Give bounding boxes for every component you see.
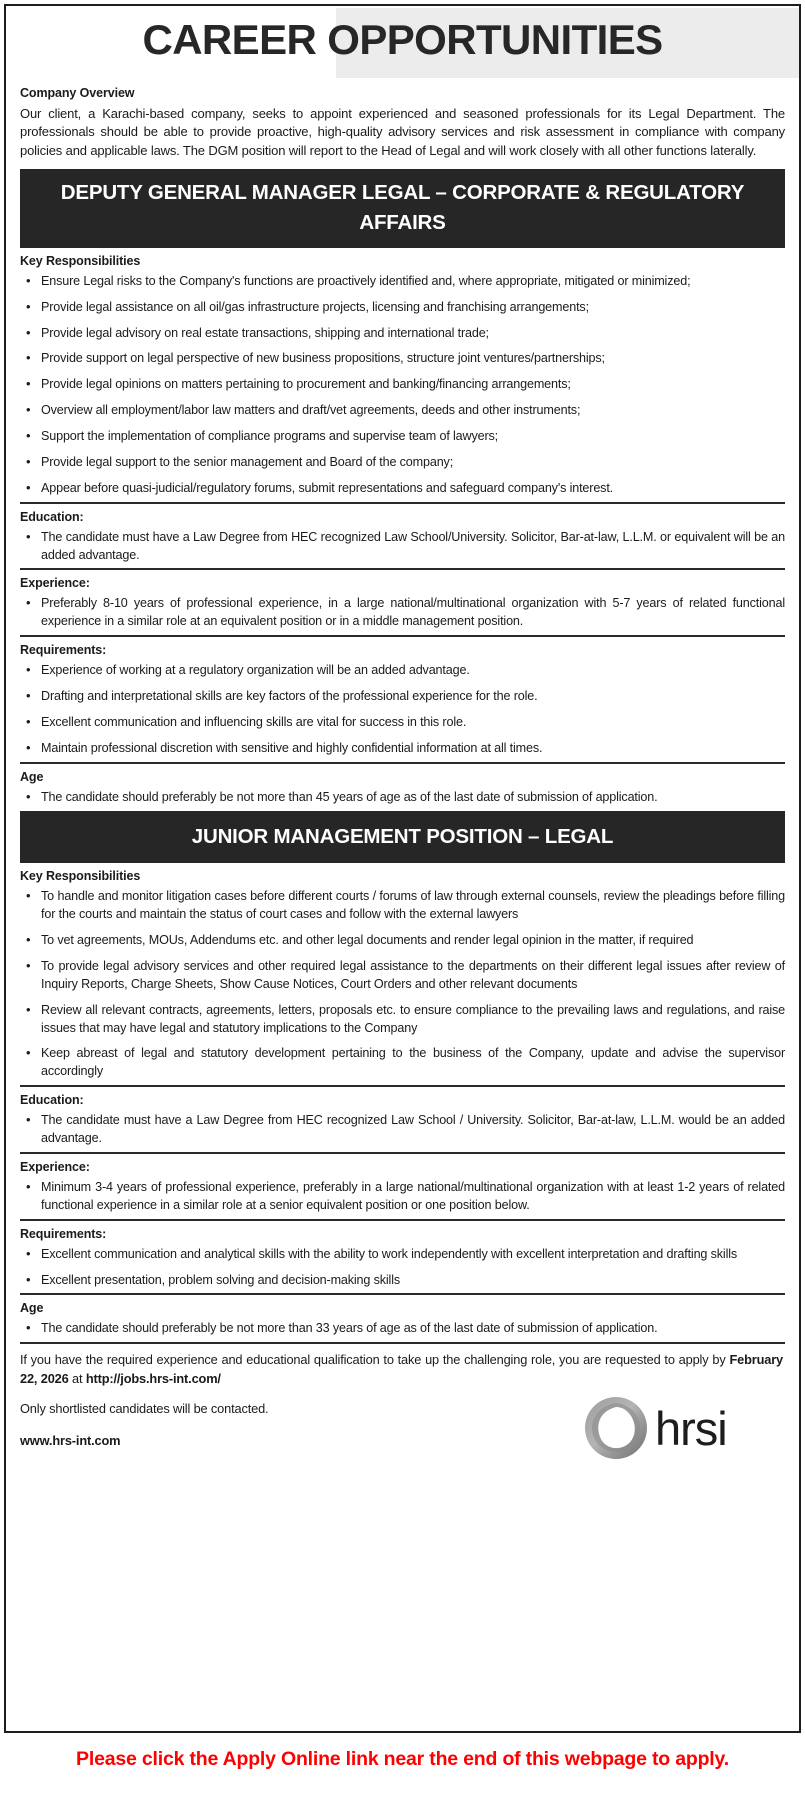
apply-url-link[interactable]: http://jobs.hrs-int.com/	[85, 1370, 221, 1386]
list-item: • Support the implementation of compliance programs and supervise team of lawyers;	[20, 428, 785, 446]
apply-instructions-prefix: If you have the required experience and educational qualification to take up the challenging role, you are requested to apply by	[20, 1352, 730, 1368]
junior-experience-list	[20, 1179, 785, 1215]
junior-education-list	[20, 1112, 785, 1148]
hrsi-logo-graphic	[583, 1395, 779, 1461]
list-item: • The candidate must have a Law Degree from HEC recognized Law School / University. Solicitor, Bar-at-law, L.L.M. would be an added advantage.	[20, 1112, 785, 1148]
list-item: • Provide support on legal perspective of new business propositions, structure joint ventures/partnerships;	[20, 350, 785, 368]
divider	[20, 1219, 785, 1221]
list-item: • Appear before quasi-judicial/regulatory forums, submit representations and safeguard company's interest.	[20, 480, 785, 498]
junior-education-heading: Education:	[20, 1093, 84, 1108]
dgm-experience-list	[20, 595, 785, 631]
list-item: • To provide legal advisory services and other required legal assistance to the departments on their different legal issues after review of Inquiry Reports, Charge Sheets, Show Cause Notices, Court Orders and other relevant documents	[20, 958, 785, 994]
position-banner-dgm: DEPUTY GENERAL MANAGER LEGAL – CORPORATE & REGULATORY AFFAIRS	[20, 169, 785, 247]
list-item: • Ensure Legal risks to the Company's functions are proactively identified and, where appropriate, mitigated or minimized;	[20, 273, 785, 291]
position-banner-junior: JUNIOR MANAGEMENT POSITION – LEGAL	[20, 811, 785, 864]
junior-requirements-list	[20, 1246, 785, 1290]
dgm-age-heading: Age	[20, 769, 44, 784]
apply-instructions-middle: at	[68, 1370, 86, 1386]
list-item: • Keep abreast of legal and statutory development pertaining to the business of the Company, update and advise the supervisor accordingly	[20, 1045, 785, 1081]
list-item: • Excellent communication and analytical skills with the ability to work independently with excellent interpretation and drafting skills	[20, 1246, 785, 1264]
hrsi-logo	[583, 1395, 779, 1461]
divider	[20, 502, 785, 504]
dgm-education-list	[20, 529, 785, 565]
list-item: • The candidate should preferably be not more than 33 years of age as of the last date of submission of application.	[20, 1320, 785, 1338]
company-website[interactable]: www.hrs-int.com	[20, 1432, 121, 1448]
junior-age-heading: Age	[20, 1301, 44, 1316]
dgm-experience-heading: Experience:	[20, 576, 90, 591]
list-item: • To vet agreements, MOUs, Addendums etc. and other legal documents and render legal opinion in the matter, if required	[20, 932, 785, 950]
svg-text:hrsi: hrsi	[655, 1402, 727, 1456]
divider	[20, 1152, 785, 1154]
dgm-responsibilities-list	[20, 273, 785, 498]
list-item: • Overview all employment/labor law matters and draft/vet agreements, deeds and other instruments;	[20, 402, 785, 420]
dgm-responsibilities-heading: Key Responsibilities	[20, 253, 141, 268]
divider	[20, 635, 785, 637]
list-item: • Preferably 8-10 years of professional experience, in a large national/multinational organization with 5-7 years of related functional experience in a similar role at an equivalent position or in a middle management position.	[20, 595, 785, 631]
hrsi-wordmark	[655, 1402, 727, 1455]
list-item: • The candidate must have a Law Degree from HEC recognized Law School/University. Solicitor, Bar-at-law, L.L.M. or equivalent will be an added advantage.	[20, 529, 785, 565]
hrsi-ring-icon	[585, 1397, 647, 1459]
divider	[20, 762, 785, 764]
company-overview-text: Our client, a Karachi-based company, seeks to appoint experienced and seasoned professionals for its Legal Department. The professionals should be able to provide proactive, high-quality advisory services and risk assessment in compliance with company policies and applicable laws. The DGM position will report to the Head of Legal and will work closely with all other functions laterally.	[20, 106, 785, 158]
shortlist-note: Only shortlisted candidates will be contacted.	[20, 1401, 269, 1417]
divider	[20, 1085, 785, 1087]
list-item: • Excellent presentation, problem solving and decision-making skills	[20, 1272, 785, 1290]
dgm-education-heading: Education:	[20, 509, 84, 524]
dgm-age-list	[20, 789, 785, 807]
junior-age-list	[20, 1320, 785, 1338]
company-overview-heading: Company Overview	[20, 86, 135, 100]
dgm-requirements-heading: Requirements:	[20, 643, 107, 658]
apply-online-notice: Please click the Apply Online link near the end of this webpage to apply.	[76, 1748, 729, 1770]
page-title: CAREER OPPORTUNITIES	[142, 16, 663, 63]
list-item: • The candidate should preferably be not more than 45 years of age as of the last date of submission of application.	[20, 789, 785, 807]
divider	[20, 568, 785, 570]
list-item: • Provide legal advisory on real estate transactions, shipping and international trade;	[20, 325, 785, 343]
list-item: • Provide legal assistance on all oil/gas infrastructure projects, licensing and franchising arrangements;	[20, 299, 785, 317]
divider	[20, 1293, 785, 1295]
dgm-requirements-list	[20, 662, 785, 758]
junior-responsibilities-heading: Key Responsibilities	[20, 869, 141, 884]
divider	[20, 1342, 785, 1344]
list-item: • Provide legal support to the senior management and Board of the company;	[20, 454, 785, 472]
advertisement-frame	[4, 4, 801, 1733]
footer	[20, 1349, 785, 1467]
list-item: • Excellent communication and influencing skills are vital for success in this role.	[20, 714, 785, 732]
list-item: • Review all relevant contracts, agreements, letters, proposals etc. to ensure compliance to the prevailing laws and regulations, and raise issues that may have legal and statutory implications to the Company	[20, 1002, 785, 1038]
advertisement-content	[6, 86, 799, 1467]
apply-instructions	[20, 1351, 785, 1388]
list-item: • Maintain professional discretion with sensitive and highly confidential information at all times.	[20, 740, 785, 758]
list-item: • To handle and monitor litigation cases before different courts / forums of law through external counsels, review the pleadings before filling for the courts and maintain the status of court cases and follow with the external lawyers	[20, 888, 785, 924]
list-item: • Minimum 3-4 years of professional experience, preferably in a large national/multinational organization with at least 1-2 years of related functional experience in a similar role at a senior equivalent position or one position below.	[20, 1179, 785, 1215]
list-item: • Experience of working at a regulatory organization will be an added advantage.	[20, 662, 785, 680]
junior-requirements-heading: Requirements:	[20, 1226, 107, 1241]
masthead	[6, 6, 799, 80]
application-deadline: February 22, 2026	[20, 1352, 783, 1386]
junior-responsibilities-list	[20, 888, 785, 1081]
list-item: • Provide legal opinions on matters pertaining to procurement and banking/financing arrangements;	[20, 376, 785, 394]
list-item: • Drafting and interpretational skills are key factors of the professional experience for the role.	[20, 688, 785, 706]
junior-experience-heading: Experience:	[20, 1159, 90, 1174]
